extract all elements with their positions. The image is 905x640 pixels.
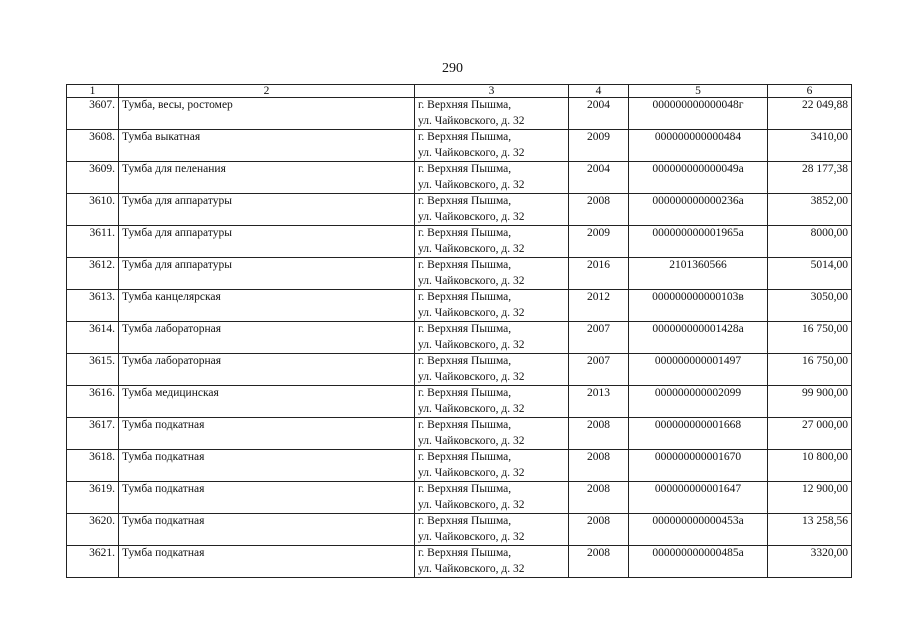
address-cell	[415, 546, 569, 578]
row-number-cell: 3607.	[67, 98, 119, 130]
row-number-cell: 3609.	[67, 162, 119, 194]
cost-cell: 16 750,00	[768, 354, 852, 386]
address-city: г. Верхняя Пышма,	[418, 163, 512, 175]
address-street: ул. Чайковского, д. 32	[418, 306, 525, 319]
table-row	[67, 514, 852, 546]
year-cell: 2009	[569, 130, 629, 162]
address-city: г. Верхняя Пышма,	[418, 547, 512, 559]
table-header-row	[67, 85, 852, 98]
address-cell	[415, 418, 569, 450]
row-number-cell: 3612.	[67, 258, 119, 290]
address-city: г. Верхняя Пышма,	[418, 419, 512, 431]
year-cell: 2008	[569, 450, 629, 482]
item-name-cell: Тумба для аппаратуры	[119, 258, 415, 290]
year-cell: 2013	[569, 386, 629, 418]
address-cell	[415, 290, 569, 322]
item-name-cell: Тумба для аппаратуры	[119, 194, 415, 226]
row-number-cell: 3619.	[67, 482, 119, 514]
address-street: ул. Чайковского, д. 32	[418, 178, 525, 191]
year-cell: 2008	[569, 194, 629, 226]
cost-cell: 10 800,00	[768, 450, 852, 482]
cost-cell: 3050,00	[768, 290, 852, 322]
inventory-number-cell: 000000000000048г	[629, 98, 768, 130]
cost-cell: 22 049,88	[768, 98, 852, 130]
address-street: ул. Чайковского, д. 32	[418, 402, 525, 415]
inventory-number-cell: 000000000000485а	[629, 546, 768, 578]
year-cell: 2004	[569, 162, 629, 194]
row-number-cell: 3608.	[67, 130, 119, 162]
table-row	[67, 322, 852, 354]
inventory-number-cell: 000000000001965а	[629, 226, 768, 258]
year-cell: 2004	[569, 98, 629, 130]
cost-cell: 13 258,56	[768, 514, 852, 546]
item-name-cell: Тумба подкатная	[119, 514, 415, 546]
table-row	[67, 290, 852, 322]
year-cell: 2016	[569, 258, 629, 290]
address-cell	[415, 386, 569, 418]
cost-cell: 16 750,00	[768, 322, 852, 354]
column-header-5: 5	[629, 85, 768, 98]
cost-cell: 12 900,00	[768, 482, 852, 514]
page-number: 290	[442, 61, 463, 76]
address-street: ул. Чайковского, д. 32	[418, 498, 525, 511]
address-city: г. Верхняя Пышма,	[418, 451, 512, 463]
inventory-number-cell: 000000000001668	[629, 418, 768, 450]
year-cell: 2008	[569, 482, 629, 514]
inventory-number-cell: 000000000001670	[629, 450, 768, 482]
address-city: г. Верхняя Пышма,	[418, 323, 512, 335]
address-city: г. Верхняя Пышма,	[418, 387, 512, 399]
address-cell	[415, 98, 569, 130]
item-name-cell: Тумба лабораторная	[119, 322, 415, 354]
address-city: г. Верхняя Пышма,	[418, 259, 512, 271]
property-table	[66, 84, 852, 578]
address-cell	[415, 226, 569, 258]
address-street: ул. Чайковского, д. 32	[418, 434, 525, 447]
column-header-2: 2	[119, 85, 415, 98]
year-cell: 2008	[569, 546, 629, 578]
year-cell: 2007	[569, 322, 629, 354]
row-number-cell: 3613.	[67, 290, 119, 322]
cost-cell: 5014,00	[768, 258, 852, 290]
address-cell	[415, 162, 569, 194]
item-name-cell: Тумба подкатная	[119, 482, 415, 514]
column-header-1: 1	[67, 85, 119, 98]
cost-cell: 28 177,38	[768, 162, 852, 194]
row-number-cell: 3616.	[67, 386, 119, 418]
table-row	[67, 226, 852, 258]
address-city: г. Верхняя Пышма,	[418, 515, 512, 527]
table-row	[67, 130, 852, 162]
address-street: ул. Чайковского, д. 32	[418, 242, 525, 255]
address-street: ул. Чайковского, д. 32	[418, 466, 525, 479]
address-street: ул. Чайковского, д. 32	[418, 562, 525, 575]
table-row	[67, 194, 852, 226]
inventory-number-cell: 000000000000103в	[629, 290, 768, 322]
row-number-cell: 3618.	[67, 450, 119, 482]
inventory-number-cell: 000000000001647	[629, 482, 768, 514]
row-number-cell: 3614.	[67, 322, 119, 354]
address-city: г. Верхняя Пышма,	[418, 355, 512, 367]
row-number-cell: 3621.	[67, 546, 119, 578]
address-street: ул. Чайковского, д. 32	[418, 370, 525, 383]
column-header-6: 6	[768, 85, 852, 98]
inventory-number-cell: 000000000002099	[629, 386, 768, 418]
table-row	[67, 98, 852, 130]
table-row	[67, 354, 852, 386]
column-header-4: 4	[569, 85, 629, 98]
item-name-cell: Тумба подкатная	[119, 546, 415, 578]
cost-cell: 3320,00	[768, 546, 852, 578]
address-cell	[415, 130, 569, 162]
address-cell	[415, 514, 569, 546]
year-cell: 2009	[569, 226, 629, 258]
item-name-cell: Тумба выкатная	[119, 130, 415, 162]
inventory-number-cell: 000000000000236а	[629, 194, 768, 226]
item-name-cell: Тумба, весы, ростомер	[119, 98, 415, 130]
table-row	[67, 418, 852, 450]
table-row	[67, 482, 852, 514]
inventory-number-cell: 000000000000049а	[629, 162, 768, 194]
inventory-number-cell: 2101360566	[629, 258, 768, 290]
item-name-cell: Тумба подкатная	[119, 450, 415, 482]
address-cell	[415, 450, 569, 482]
item-name-cell: Тумба лабораторная	[119, 354, 415, 386]
inventory-number-cell: 000000000001428а	[629, 322, 768, 354]
row-number-cell: 3615.	[67, 354, 119, 386]
address-street: ул. Чайковского, д. 32	[418, 274, 525, 287]
cost-cell: 3852,00	[768, 194, 852, 226]
inventory-number-cell: 000000000000453а	[629, 514, 768, 546]
address-street: ул. Чайковского, д. 32	[418, 210, 525, 223]
year-cell: 2008	[569, 418, 629, 450]
column-header-3: 3	[415, 85, 569, 98]
address-street: ул. Чайковского, д. 32	[418, 114, 525, 127]
item-name-cell: Тумба для пеленания	[119, 162, 415, 194]
table-row	[67, 386, 852, 418]
item-name-cell: Тумба канцелярская	[119, 290, 415, 322]
address-cell	[415, 482, 569, 514]
address-city: г. Верхняя Пышма,	[418, 99, 512, 111]
address-cell	[415, 322, 569, 354]
address-city: г. Верхняя Пышма,	[418, 291, 512, 303]
address-street: ул. Чайковского, д. 32	[418, 146, 525, 159]
row-number-cell: 3620.	[67, 514, 119, 546]
row-number-cell: 3610.	[67, 194, 119, 226]
inventory-number-cell: 000000000001497	[629, 354, 768, 386]
year-cell: 2012	[569, 290, 629, 322]
address-street: ул. Чайковского, д. 32	[418, 338, 525, 351]
table-body	[67, 98, 852, 578]
address-city: г. Верхняя Пышма,	[418, 195, 512, 207]
item-name-cell: Тумба для аппаратуры	[119, 226, 415, 258]
row-number-cell: 3611.	[67, 226, 119, 258]
table-row	[67, 162, 852, 194]
year-cell: 2008	[569, 514, 629, 546]
item-name-cell: Тумба медицинская	[119, 386, 415, 418]
cost-cell: 3410,00	[768, 130, 852, 162]
cost-cell: 27 000,00	[768, 418, 852, 450]
cost-cell: 8000,00	[768, 226, 852, 258]
address-cell	[415, 354, 569, 386]
table-row	[67, 450, 852, 482]
table-row	[67, 546, 852, 578]
address-cell	[415, 194, 569, 226]
item-name-cell: Тумба подкатная	[119, 418, 415, 450]
table-row	[67, 258, 852, 290]
address-city: г. Верхняя Пышма,	[418, 483, 512, 495]
year-cell: 2007	[569, 354, 629, 386]
inventory-number-cell: 000000000000484	[629, 130, 768, 162]
address-city: г. Верхняя Пышма,	[418, 131, 512, 143]
address-street: ул. Чайковского, д. 32	[418, 530, 525, 543]
address-cell	[415, 258, 569, 290]
row-number-cell: 3617.	[67, 418, 119, 450]
address-city: г. Верхняя Пышма,	[418, 227, 512, 239]
cost-cell: 99 900,00	[768, 386, 852, 418]
